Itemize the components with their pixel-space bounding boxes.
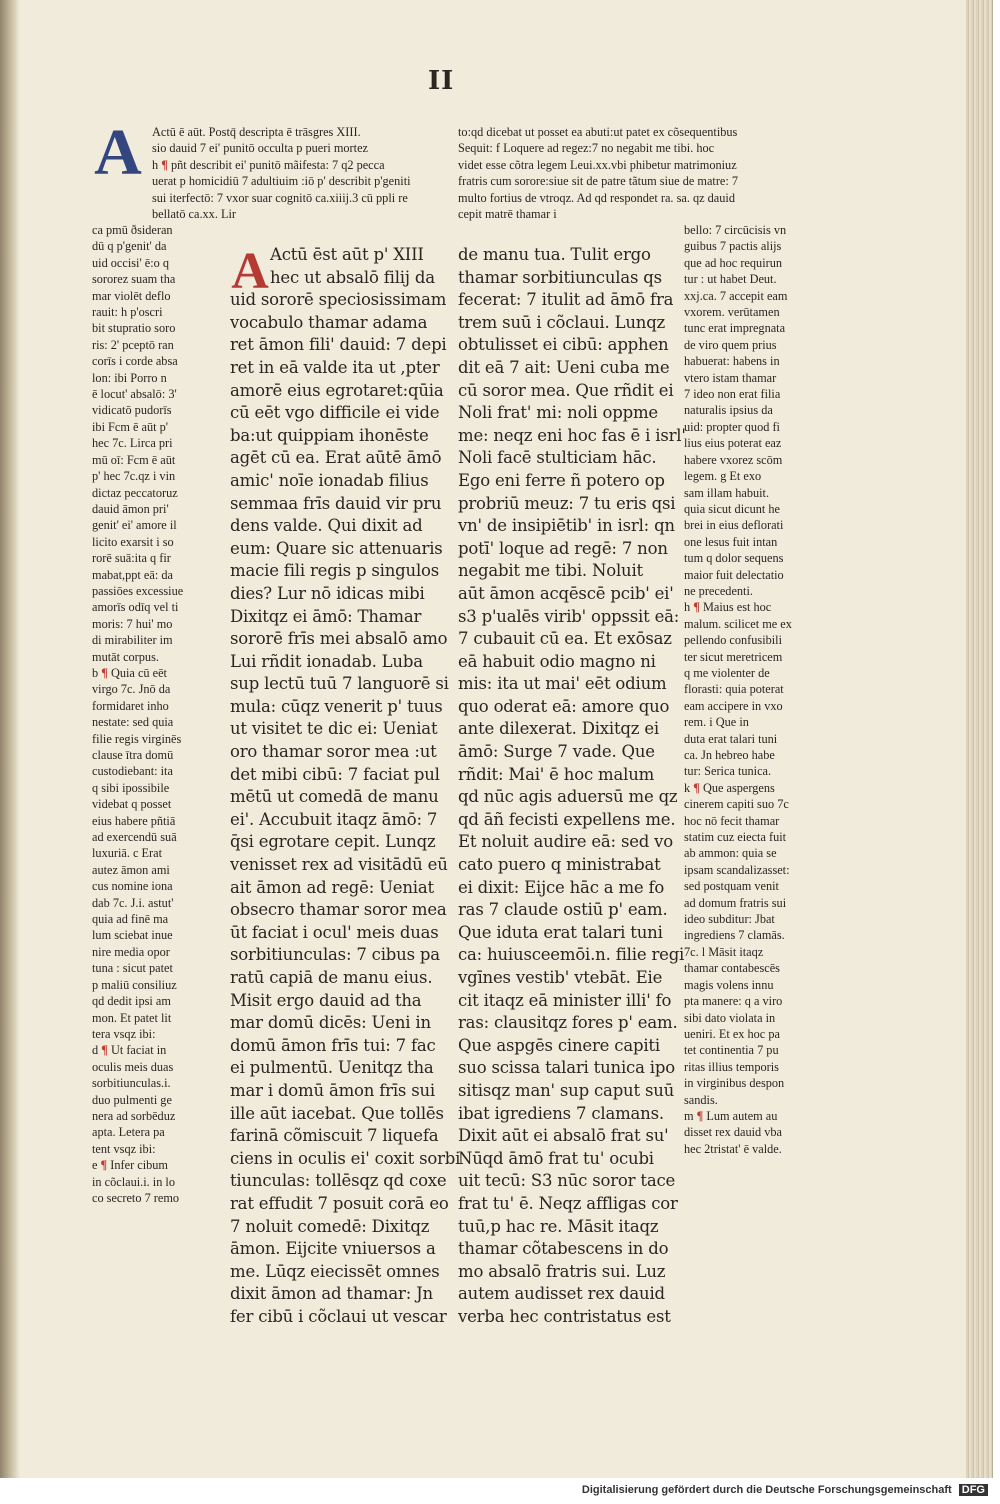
- text-line: det mibi cibū: 7 faciat pul: [230, 764, 440, 784]
- text-line: mētū ut comedā de manu: [230, 787, 439, 807]
- text-line: dauid āmon pri': [92, 501, 169, 516]
- text-line: hec ut absalō filij da: [270, 267, 435, 287]
- text-line: obsecro thamar soror mea: [230, 900, 447, 920]
- text-line: q sibi ipossibile: [92, 780, 170, 795]
- text-line: macie fili regis p singulos: [230, 561, 440, 581]
- text-line: cus nomine iona: [92, 879, 173, 894]
- text-line: ei dixit: Eijce hāc a me fo: [458, 877, 665, 897]
- text-line: uid sororē speciosissimam: [230, 290, 447, 310]
- text-line: Actū ē aūt. Postq̄ descripta ē trāsgres XIII.: [152, 125, 361, 139]
- text-line: de viro quem prius: [684, 337, 777, 352]
- text-line: Dixitqz ei āmō: Thamar: [230, 606, 422, 626]
- text-line: uid occisi' ē:o q: [92, 255, 170, 270]
- text-line: dens valde. Qui dixit ad: [230, 516, 423, 536]
- text-line: in virginibus despon: [684, 1076, 785, 1091]
- text-line: āmon. Eijcite vniuersos a: [230, 1239, 436, 1259]
- text-line: mar violēt deflo: [92, 288, 171, 303]
- text-line: fecerat: 7 itulit ad āmō fra: [458, 290, 674, 310]
- text-line: qd nūc agis aduersū me qz: [458, 787, 678, 807]
- text-line: s3 p'ualēs virib' oppssit eā:: [458, 606, 680, 626]
- text-line: dab 7c. J.i. astut': [92, 895, 174, 910]
- text-line: ras 7 claude ostiū p' eam.: [458, 900, 668, 920]
- text-line: cepit matrē thamar i: [458, 207, 557, 222]
- text-line: malum. scilicet me ex: [684, 616, 792, 631]
- text-line: ut visitet te dic ei: Ueniat: [230, 719, 438, 739]
- text-line: sed postquam venit: [684, 879, 779, 894]
- text-line: legem. g Et exo: [684, 469, 762, 484]
- text-line: amic' noīe ionadab filius: [230, 470, 429, 490]
- text-line: habuerat: habens in: [684, 354, 780, 369]
- text-line: guibus 7 pactis alijs: [684, 239, 782, 254]
- text-line: verba hec contristatus est: [458, 1306, 671, 1326]
- text-line: k ¶ Que aspergens: [684, 780, 775, 795]
- text-line: videbat q posset: [92, 797, 172, 812]
- text-line: Dixit aūt ei absalō frat su': [458, 1126, 669, 1146]
- text-line: Noli frat' mi: noli oppme: [458, 403, 658, 423]
- text-line: uid: propter quod fi: [684, 419, 780, 434]
- text-line: tent vsqz ibi:: [92, 1141, 156, 1156]
- text-line: ca. Jn hebreo habe: [684, 748, 775, 762]
- text-line: Que iduta erat talari tuni: [458, 922, 663, 942]
- text-line: tuū,p hac re. Māsit itaqz: [458, 1216, 659, 1236]
- text-line: ante dilexerat. Dixitqz ei: [458, 719, 659, 739]
- text-line: eā habuit odio magno ni: [458, 651, 656, 671]
- text-line: clause ītra domū: [92, 748, 174, 762]
- text-line: statim cuz eiecta fuit: [684, 830, 787, 845]
- text-line: domū āmon frīs tui: 7 fac: [230, 1035, 436, 1055]
- text-line: farinā cõmiscuit 7 liquefa: [230, 1126, 439, 1146]
- text-line: de manu tua. Tulit ergo: [458, 245, 651, 264]
- text-line: ras: clausitqz fores p' eam.: [458, 1013, 678, 1033]
- text-line: xxj.ca. 7 accepit eam: [684, 288, 788, 303]
- text-line: mo absalō fratris sui. Luz: [458, 1261, 666, 1281]
- text-line: passiōes excessiue: [92, 583, 184, 598]
- dfg-badge: DFG: [959, 1484, 988, 1496]
- text-line: Sequit: f Loquere ad regez:7 no negabit me tibi. hoc: [458, 141, 715, 156]
- text-line: sororē frīs mei absalō amo: [230, 629, 448, 649]
- text-line: Et noluit audire eā: sed vo: [458, 832, 674, 852]
- text-line: 7c. l Māsit itaqz: [684, 944, 764, 959]
- text-line: p' hec 7c.qz i vin: [92, 469, 176, 484]
- text-line: mula: cūqz venerit p' tuus: [230, 696, 443, 716]
- text-line: custodiebant: ita: [92, 764, 173, 779]
- text-line: semmaa frīs dauid vir pru: [230, 493, 442, 513]
- text-line: dies? Lur nō idicas mibi: [230, 583, 425, 603]
- text-line: p maliū consiliuz: [92, 977, 177, 992]
- text-line: ideo subditur: Jbat: [684, 912, 775, 927]
- text-line: obtulisset ei cibū: apphen: [458, 335, 669, 355]
- text-line: trem suū i cõclaui. Lunqz: [458, 312, 666, 332]
- text-line: hec 7c. Lirca pri: [92, 436, 173, 451]
- text-line: habere vxorez scōm: [684, 452, 783, 467]
- text-line: ciens in oculis ei' coxit sorbi: [230, 1148, 461, 1168]
- text-line: fer cibū i cõclaui ut vescar: [230, 1306, 447, 1326]
- text-line: eam accipere in vxo: [684, 698, 783, 713]
- text-line: aūt āmon acqēscē pcib' ei': [458, 583, 674, 603]
- text-line: Ego eni ferre ñ potero op: [458, 470, 665, 490]
- text-line: quo oderat eā: amore quo: [458, 696, 670, 716]
- text-line: virgo 7c. Jnō da: [92, 682, 171, 697]
- text-line: tur: Serica tunica.: [684, 764, 772, 779]
- text-line: magis volens innu: [684, 977, 774, 992]
- text-line: vocabulo thamar adama: [230, 312, 428, 332]
- text-line: lon: ibi Porro n: [92, 370, 167, 385]
- text-line: ibat igrediens 7 clamans.: [458, 1103, 664, 1123]
- gloss-top-right: [458, 124, 818, 222]
- text-line: ret āmon fili' dauid: 7 depi: [230, 335, 447, 355]
- text-line: moris: 7 hui' mo: [92, 616, 173, 631]
- text-line: ei pulmentū. Uenitqz tha: [230, 1058, 434, 1078]
- text-line: tuna : sicut patet: [92, 961, 173, 976]
- text-line: ad domum fratris sui: [684, 895, 787, 910]
- text-line: cato puero q ministrabat: [458, 855, 661, 875]
- text-line: agēt cū ea. Erat aūtē āmō: [230, 448, 442, 468]
- text-line: 7 ideo non erat filia: [684, 387, 781, 402]
- text-line: rat effudit 7 posuit corā eo: [230, 1193, 449, 1213]
- text-line: oculis meis duas: [92, 1059, 174, 1074]
- digitization-footer: [582, 1484, 988, 1496]
- text-line: ab ammon: quia se: [684, 846, 777, 861]
- text-line: Lui rñdit ionadab. Luba: [230, 651, 423, 671]
- text-line: mū oī: Fcm ē aūt: [92, 452, 176, 467]
- text-line: ingrediens 7 clamās.: [684, 928, 785, 943]
- text-line: amorīs odīq vel ti: [92, 600, 179, 615]
- text-line: frat tu' ē. Neqz affligas cor: [458, 1193, 678, 1213]
- text-line: cū soror mea. Que rñdit ei: [458, 380, 674, 400]
- text-line: ritas illius temporis: [684, 1059, 779, 1074]
- text-line: sam illam habuit.: [684, 485, 770, 500]
- text-line: filie regis virginēs: [92, 731, 182, 746]
- text-line: ratū capiā de manu eius.: [230, 968, 433, 987]
- text-line: probriū meuz: 7 tu eris qsi: [458, 493, 676, 513]
- text-line: sio dauid 7 ei' punitō occulta p pueri mortez: [152, 141, 368, 156]
- text-line: dictaz peccatoruz: [92, 485, 178, 500]
- text-line: lum sciebat inue: [92, 928, 173, 943]
- text-line: nera ad sorbēduz: [92, 1108, 176, 1123]
- text-line: Misit ergo dauid ad tha: [230, 990, 422, 1010]
- text-line: rorē suā:ita q fir: [92, 551, 171, 566]
- text-line: duta erat talari tuni: [684, 731, 778, 746]
- text-line: tera vsqz ibi:: [92, 1026, 156, 1041]
- text-line: q̄si egrotare cepit. Lunqz: [230, 832, 436, 852]
- text-line: h ¶ Maius est hoc: [684, 600, 772, 615]
- text-line: ipsam scandalizasset:: [684, 862, 790, 877]
- text-line: Que aspgēs cinere capiti: [458, 1035, 660, 1055]
- text-line: vn' de insipiētib' in isrl: qn: [458, 516, 675, 536]
- text-line: potī' loque ad regē: 7 non: [458, 538, 668, 558]
- text-line: formidaret inho: [92, 698, 169, 713]
- text-line: co secreto 7 remo: [92, 1190, 180, 1205]
- text-line: lius eius poterat eaz: [684, 436, 782, 451]
- text-line: hec 2tristat' ē valde.: [684, 1141, 782, 1156]
- text-line: sororez suam tha: [92, 272, 176, 287]
- text-line: cit itaqz eā minister illi' fo: [458, 990, 672, 1010]
- text-line: me: neqz eni hoc fas ē i isrl': [458, 425, 686, 445]
- text-line: luxuriā. c Erat: [92, 846, 162, 861]
- text-line: dū q p'genit' da: [92, 239, 167, 254]
- main-text-left: [230, 244, 461, 1329]
- gloss-right-column: [684, 222, 816, 1157]
- text-line: qd āñ fecisti expellens me.: [458, 809, 676, 829]
- text-line: ē locut' absalō: 3': [92, 387, 177, 402]
- text-line: pta manere: q a viro: [684, 994, 783, 1009]
- text-line: mis: ita ut mai' eēt odium: [458, 674, 667, 694]
- text-line: bellatō ca.xx. Lir: [152, 207, 236, 222]
- text-line: Nūqd āmō frat tu' ocubi: [458, 1148, 654, 1168]
- initial-red: A: [231, 243, 269, 300]
- text-line: que ad hoc requirun: [684, 255, 782, 270]
- text-line: me. Lūqz eiecissēt omnes: [230, 1261, 440, 1281]
- folio-number: II: [428, 66, 455, 96]
- text-line: tiunculas: tollēsqz qd coxe: [230, 1171, 447, 1191]
- text-line: duo pulmenti ge: [92, 1092, 172, 1107]
- main-text-right: [458, 244, 686, 1329]
- text-line: cinerem capiti suo 7c: [684, 797, 789, 812]
- text-line: mar domū dicēs: Ueni in: [230, 1013, 431, 1033]
- text-line: b ¶ Quia cū eēt: [92, 665, 167, 680]
- text-line: dit eā 7 ait: Ueni cuba me: [458, 357, 670, 377]
- text-line: tum q dolor sequens: [684, 551, 784, 566]
- text-line: ter sicut meretricem: [684, 649, 783, 664]
- text-line: 7 noluit comedē: Dixitqz: [230, 1216, 430, 1236]
- text-line: disset rex dauid vba: [684, 1125, 783, 1140]
- text-line: sibi dato violata in: [684, 1010, 776, 1025]
- text-line: ret in eā valde ita ut ,pter: [230, 357, 440, 377]
- text-line: ait āmon ad regē: Ueniat: [230, 877, 434, 897]
- text-line: mon. Et patet lit: [92, 1010, 172, 1025]
- book-spine: [0, 0, 20, 1478]
- text-line: ūt faciat i ocul' meis duas: [230, 922, 439, 942]
- text-line: nire media opor: [92, 944, 170, 959]
- text-line: suo scissa talari tunica ipo: [458, 1058, 675, 1078]
- text-line: ad exercendū suā: [92, 830, 177, 845]
- text-line: multo fortius de vtroqz. Ad qd respondet ra. sa. qz dauid: [458, 190, 735, 205]
- text-line: oro thamar soror mea :ut: [230, 742, 437, 762]
- text-line: qd dedit ipsi am: [92, 994, 171, 1009]
- text-line: bello: 7 circūcisis vn: [684, 223, 787, 237]
- text-line: corīs i corde absa: [92, 354, 178, 369]
- text-line: eum: Quare sic attenuaris: [230, 538, 443, 558]
- text-line: genit' ei' amore il: [92, 518, 177, 533]
- text-line: tur : ut habet Deut.: [684, 272, 777, 287]
- text-line: licito exarsit i so: [92, 534, 174, 549]
- text-line: mutāt corpus.: [92, 649, 159, 664]
- text-line: eius habere pñtiā: [92, 813, 176, 828]
- text-line: naturalis ipsius da: [684, 403, 773, 418]
- text-line: vtero istam thamar: [684, 370, 777, 385]
- initial-blue: A: [94, 116, 142, 189]
- text-line: tet continentia 7 pu: [684, 1043, 779, 1058]
- gloss-top-left: [152, 124, 452, 222]
- page-edges: [966, 0, 992, 1478]
- text-line: mar i domū āmon frīs sui: [230, 1080, 435, 1100]
- text-line: ei'. Accubuit itaqz āmō: 7: [230, 809, 438, 829]
- text-line: autez āmon ami: [92, 862, 170, 877]
- text-line: ille aūt iacebat. Que tollēs: [230, 1103, 444, 1123]
- text-line: ueniri. Et ex hoc pa: [684, 1026, 780, 1041]
- text-line: bit stupratio soro: [92, 321, 176, 336]
- text-line: rauit: h p'oscri: [92, 305, 163, 320]
- text-line: Actū ēst aūt p' XIII: [270, 245, 424, 264]
- text-line: d ¶ Ut faciat in: [92, 1043, 167, 1058]
- gloss-left-column: [92, 222, 204, 1206]
- text-line: to:qd dicebat ut posset ea abuti:ut patet ex cõsequentibus: [458, 125, 738, 139]
- text-line: rem. i Que in: [684, 715, 749, 730]
- text-line: di mirabiliter im: [92, 633, 173, 648]
- footer-text: Digitalisierung gefördert durch die Deutsche Forschungsgemeinschaft: [581, 1484, 952, 1496]
- text-line: quia ad finē ma: [92, 912, 169, 927]
- text-line: sorbitiunculas: 7 cibus pa: [230, 945, 440, 965]
- text-line: sorbitiunculas.i.: [92, 1076, 171, 1091]
- text-line: vidicatō pudorīs: [92, 403, 172, 418]
- text-line: dixit āmon ad thamar: Jn: [230, 1284, 433, 1304]
- text-line: e ¶ Infer cibum: [92, 1158, 168, 1173]
- text-line: ba:ut quippiam ihonēste: [230, 425, 429, 445]
- text-line: ibi Fcm ē aūt p': [92, 419, 168, 434]
- text-line: tunc erat impregnata: [684, 321, 786, 336]
- text-line: Noli facē stulticiam hāc.: [458, 448, 657, 468]
- text-line: thamar cõtabescens in do: [458, 1239, 669, 1259]
- text-line: maior fuit delectatio: [684, 567, 784, 582]
- text-line: autem audisset rex dauid: [458, 1284, 665, 1304]
- text-line: amorē eius egrotaret:qūia: [230, 380, 444, 400]
- text-line: uerat p homicidiū 7 adultiuim :iō p' describit p'geniti: [152, 174, 411, 189]
- text-line: fratris cum sorore:siue sit de patre tãtum siue de matre: 7: [458, 174, 739, 189]
- text-line: h ¶ pñt describit ei' punitō mãifesta: 7 q2 pecca: [152, 157, 385, 172]
- text-line: one lesus fuit intan: [684, 534, 778, 549]
- text-line: cū eēt vgo difficile ei vide: [230, 403, 440, 423]
- text-line: sup lectū tuū 7 languorē si: [230, 674, 449, 694]
- text-line: q me violenter de: [684, 665, 770, 680]
- text-line: thamar sorbitiunculas qs: [458, 267, 662, 287]
- text-line: in cõclaui.i. in lo: [92, 1174, 175, 1189]
- text-line: thamar contabescēs: [684, 961, 780, 976]
- text-line: sitisqz man' sup caput suū: [458, 1080, 675, 1100]
- text-line: mabat,ppt eā: da: [92, 567, 173, 582]
- text-line: ca: huiusceemōi.n. filie regi: [458, 945, 685, 965]
- text-line: ne precedenti.: [684, 583, 753, 598]
- text-line: 7 cubauit cū ea. Et exōsaz: [458, 629, 672, 649]
- text-line: venisset rex ad visitādū eū: [230, 855, 448, 875]
- text-line: vxorem. verūtamen: [684, 305, 780, 320]
- text-line: videt esse cõtra legem Leui.xx.vbi phibetur matrimoniuz: [458, 157, 737, 172]
- text-line: āmō: Surge 7 vade. Que: [458, 742, 655, 762]
- text-line: apta. Letera pa: [92, 1125, 165, 1140]
- text-line: pellendo confusibili: [684, 633, 783, 648]
- text-line: brei in eius deflorati: [684, 518, 784, 533]
- text-line: sui iterfectō: 7 vxor suar cognitō ca.xiiij.3 cū ppli re: [152, 190, 408, 205]
- text-line: m ¶ Lum autem au: [684, 1108, 778, 1123]
- text-line: sandis.: [684, 1092, 718, 1107]
- text-line: ca pmū ðsideran: [92, 223, 173, 237]
- text-line: florasti: quia poterat: [684, 682, 784, 697]
- text-line: negabit me tibi. Noluit: [458, 561, 643, 581]
- text-line: ris: 2' pceptō ran: [92, 337, 174, 352]
- text-line: hoc nō fecit thamar: [684, 813, 780, 828]
- text-line: quia sicut dicunt he: [684, 501, 780, 516]
- text-line: nestate: sed quia: [92, 715, 174, 730]
- text-line: vgīnes vestib' vtebāt. Eie: [458, 968, 663, 987]
- text-line: rñdit: Mai' ē hoc malum: [458, 764, 655, 784]
- text-line: uit tecū: S3 nūc soror tace: [458, 1171, 676, 1191]
